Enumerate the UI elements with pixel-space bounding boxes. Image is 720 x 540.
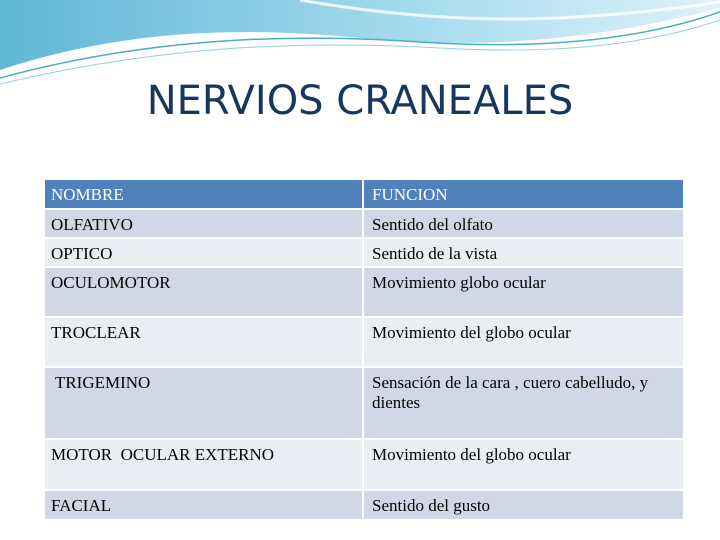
cell-function: Sentido del gusto (363, 490, 684, 520)
decorative-wave-banner (0, 0, 720, 90)
cell-name: FACIAL (44, 490, 363, 520)
cell-name: OCULOMOTOR (44, 267, 363, 317)
cell-name: OPTICO (44, 238, 363, 267)
cranial-nerves-table (43, 178, 685, 521)
table-row (44, 238, 684, 267)
cell-name: TRIGEMINO (44, 367, 363, 439)
page-title: NERVIOS CRANEALES (146, 78, 574, 124)
cell-name: OLFATIVO (44, 209, 363, 238)
table-row (44, 490, 684, 520)
cell-name: TROCLEAR (44, 317, 363, 367)
header-cell-name: NOMBRE (44, 179, 363, 209)
cell-function: Movimiento del globo ocular (363, 317, 684, 367)
table-row (44, 209, 684, 238)
cell-name: MOTOR OCULAR EXTERNO (44, 439, 363, 490)
cell-function: Sentido del olfato (363, 209, 684, 238)
table-row (44, 267, 684, 317)
cell-function: Sentido de la vista (363, 238, 684, 267)
cell-function: Sensación de la cara , cuero cabelludo, y dientes (363, 367, 684, 439)
table-row (44, 439, 684, 490)
table-header-row (44, 179, 684, 209)
header-cell-function: FUNCION (363, 179, 684, 209)
table-row (44, 367, 684, 439)
cell-function: Movimiento del globo ocular (363, 439, 684, 490)
table-row (44, 317, 684, 367)
cell-function: Movimiento globo ocular (363, 267, 684, 317)
